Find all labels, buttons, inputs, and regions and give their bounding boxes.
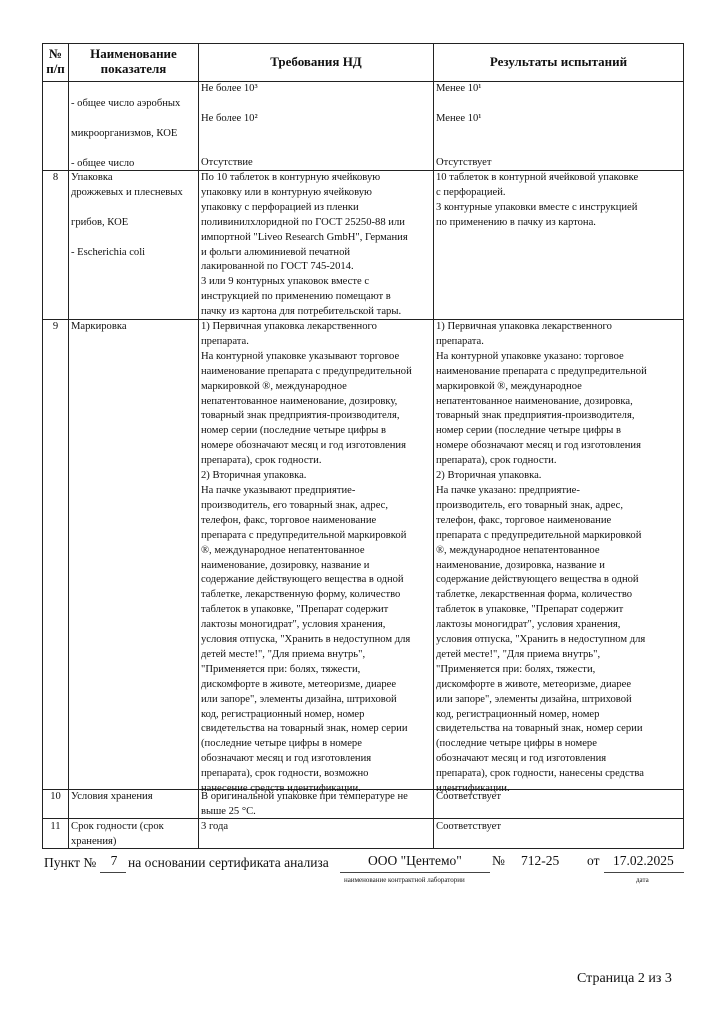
page-number: Страница 2 из 3 bbox=[577, 971, 672, 986]
table-line-left bbox=[42, 43, 43, 849]
row-8-name: Упаковка bbox=[71, 172, 113, 183]
row-9-name: Маркировка bbox=[71, 321, 127, 332]
row-11-results: Соответствует bbox=[436, 821, 502, 832]
header-num: № п/п bbox=[46, 46, 65, 76]
basis-text: на основании сертификата анализа bbox=[128, 855, 329, 870]
punkt-label: Пункт № bbox=[44, 855, 97, 870]
date-caption: дата bbox=[636, 876, 649, 884]
cert-date: 17.02.2025 bbox=[613, 853, 674, 868]
header-name: Наименование показателя bbox=[90, 46, 177, 76]
micro-name-line: - общее число аэробных bbox=[71, 97, 181, 109]
row-8-results: 10 таблеток в контурной ячейковой упаковке с перфорацией. 3 контурные упаковки вместе с инструкцией по применению в пачку из картона. bbox=[436, 172, 639, 228]
punkt-value-underline bbox=[100, 872, 126, 873]
lab-caption: наименование контрактной лаборатории bbox=[344, 876, 465, 884]
row-9-num: 9 bbox=[52, 321, 59, 332]
row-10-results: Соответствует bbox=[436, 791, 502, 802]
row-11-name: Срок годности (срок хранения) bbox=[71, 821, 164, 847]
header-requirements: Требования НД bbox=[270, 54, 362, 69]
punkt-value: 7 bbox=[110, 853, 118, 868]
row-10-name: Условия хранения bbox=[71, 791, 153, 802]
row-8-requirements: По 10 таблеток в контурную ячейковую упаковку или в контурную ячейковую упаковку с перфорацией из пленки поливинилхлоридной по ГОСТ 25250-88 или импортной "Liveo Research GmbH", Германия и фольги алюминиевой печатной лакированной по ГОСТ 745-2014. 3 или 9 контурных упаковок вместе с инструкцией по применению помещают в пачку из картона для потребительской тары. bbox=[201, 172, 408, 318]
row-8-num: 8 bbox=[52, 172, 59, 183]
table-line-right bbox=[683, 43, 684, 849]
table-line-col1 bbox=[68, 43, 69, 849]
row-9-requirements: 1) Первичная упаковка лекарственного препарата. На контурной упаковке указывают торговое наименование препарата с предупредительной маркировкой ®, международное непатентованное наименование, дозировку, товарный знак предприятия-производителя, номер серии (последние четыре цифры в номере обозначают месяц и год изготовления препарата), срок годности. 2) Вторичная упаковка. На пачке указывают предприятие- производитель, его товарный знак, адрес, телефон, факс, торговое наименование препарата с предупредительной маркировкой ®, международное непатентованное наименование, дозировку, название и содержание действующего вещества в одной таблетке, лекарственную форму, количество таблеток в упаковке, "Препарат содержит лактозы моногидрат", условия хранения, условия отпуска, "Хранить в недоступном для детей месте!", "Для приема внутрь", "Применяется при: болях, тяжести, дискомфорте в животе, метеоризме, диарее или запоре", элементы дизайна, штриховой код, регистрационный номер, номер свидетельства на товарный знак, номер серии (последние четыре цифры в номере обозначают месяц и год изготовления препарата), срок годности, возможно нанесение средств идентификации. bbox=[201, 321, 412, 795]
table-line-top bbox=[42, 43, 683, 44]
micro-req-yeast: Не более 10² bbox=[201, 113, 258, 124]
row-11-requirements: 3 года bbox=[201, 821, 229, 832]
cert-number: 712-25 bbox=[521, 853, 560, 868]
row-10-requirements: В оригинальной упаковке при температуре не выше 25 °С. bbox=[201, 791, 408, 817]
table-line-col3 bbox=[433, 43, 434, 849]
micro-name-line: грибов, КОЕ bbox=[71, 217, 129, 229]
table-line-col2 bbox=[198, 43, 199, 849]
header-results: Результаты испытаний bbox=[489, 54, 628, 69]
micro-name-line: - Escherichia coli bbox=[71, 246, 146, 258]
micro-req-aerobic: Не более 10³ bbox=[201, 83, 258, 94]
micro-res-aerobic: Менее 10¹ bbox=[436, 83, 482, 94]
date-underline bbox=[604, 872, 684, 873]
micro-res-ecoli: Отсутствует bbox=[436, 157, 492, 168]
row-10-num: 10 bbox=[50, 791, 61, 802]
number-sign: № bbox=[492, 853, 505, 868]
micro-name-line: дрожжевых и плесневых bbox=[71, 187, 183, 199]
micro-name-line: микроорганизмов, КОЕ bbox=[71, 127, 178, 139]
micro-res-yeast: Менее 10¹ bbox=[436, 113, 482, 124]
micro-req-ecoli: Отсутствие bbox=[201, 157, 253, 168]
from-label: от bbox=[587, 853, 600, 868]
row-11-num: 11 bbox=[50, 821, 61, 832]
row-9-results: 1) Первичная упаковка лекарственного препарата. На контурной упаковке указано: торговое наименование препарата с предупредительной маркировкой ®, международное непатентованное наименование, дозировка, товарный знак предприятия-производителя, номер серии (последние четыре цифры в номере обозначают месяц и год изготовления препарата), срок годности. 2) Вторичная упаковка. На пачке указано: предприятие- производитель, его товарный знак, адрес, телефон, факс, торговое наименование препарата с предупредительной маркировкой ®, международное непатентованное наименование, дозировка, название и содержание действующего вещества в одной таблетке, лекарственная форма, количество таблеток в упаковке, "Препарат содержит лактозы моногидрат", условия хранения, условия отпуска, "Хранить в недоступном для детей месте!", "Для приема внутрь", "Применяется при: болях, тяжести, дискомфорте в животе, метеоризме, диарее или запоре", элементы дизайна, штриховой код, регистрационный номер, номер свидетельства на товарный знак, номер серии (последние четыре цифры в номере обозначают месяц и год изготовления препарата), срок годности, нанесены средства идентификации. bbox=[436, 321, 647, 795]
lab-name: ООО "Центемо" bbox=[368, 853, 462, 868]
lab-name-underline bbox=[340, 872, 490, 873]
micro-name-line: - общее число bbox=[71, 157, 135, 169]
